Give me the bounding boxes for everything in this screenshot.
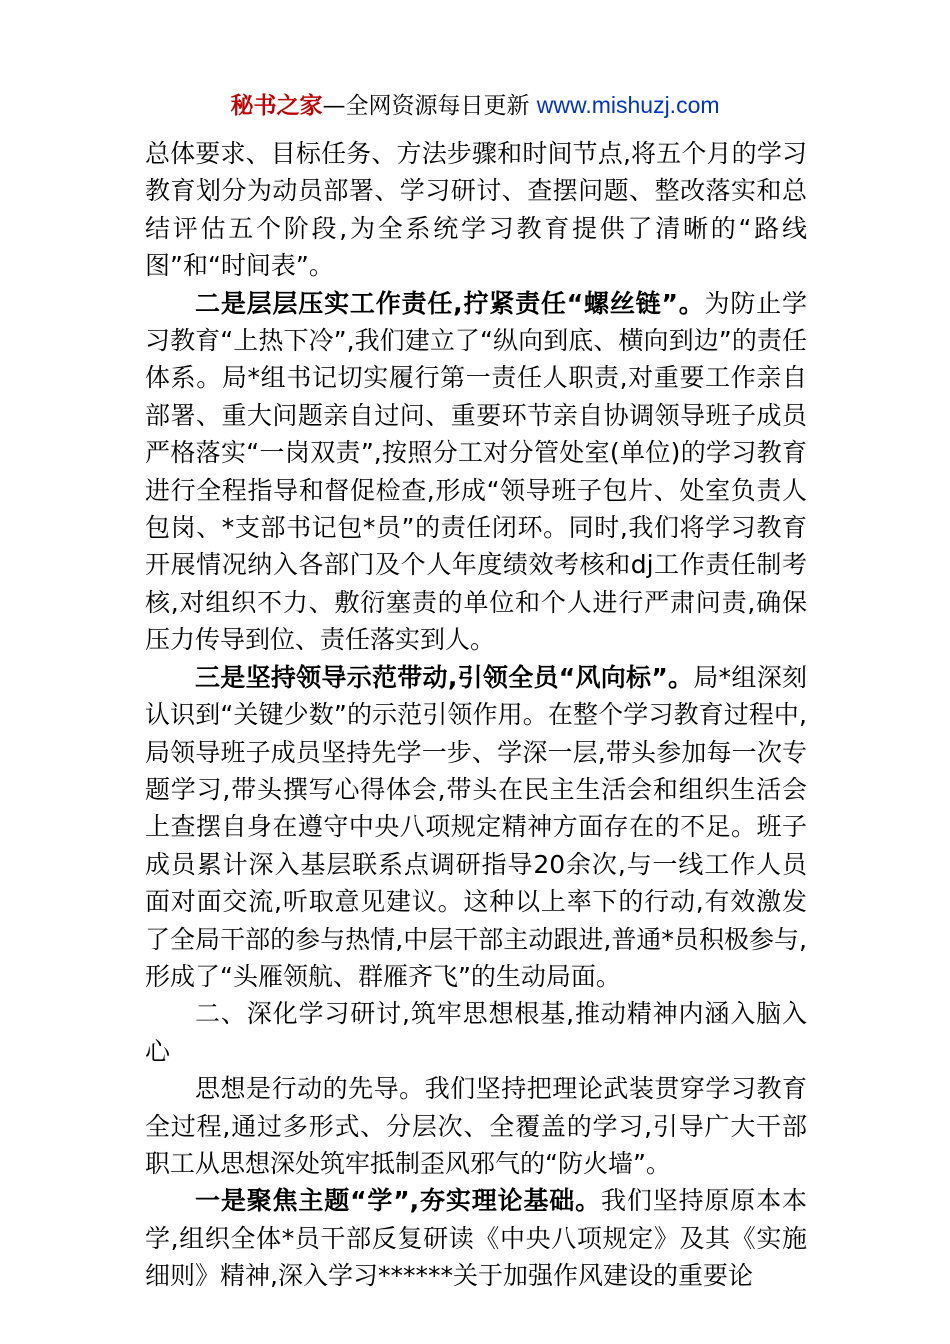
paragraph-text: 思想是行动的先导。我们坚持把理论武装贯穿学习教育全过程,通过多形式、分层次、全覆盖的学习,引导广大干部职工从思想深处筑牢抵制歪风邪气的“防火墙”。 [145,1074,807,1178]
paragraph-lead: 二是层层压实工作责任,拧紧责任“螺丝链”。 [195,288,705,318]
paragraph-text: 总体要求、目标任务、方法步骤和时间节点,将五个月的学习教育划分为动员部署、学习研讨、查摆问题、整改落实和总结评估五个阶段,为全系统学习教育提供了清晰的“路线图”和“时间表”。 [145,139,807,281]
section-heading-text: 二、深化学习研讨,筑牢思想根基,推动精神内涵入脑入心 [145,999,807,1066]
site-banner [0,88,950,123]
paragraph-text: 我们坚持原原本本学,组织全体*员干部反复研读《中央八项规定》及其《实施细则》精神,深入学习******关于加强作风建设的重要论 [145,1186,807,1291]
paragraph-study [145,1182,807,1294]
paragraph-lead: 三是坚持领导示范带动,引领全员“风向标”。 [195,662,694,692]
paragraph-text: 局*组深刻认识到“关键少数”的示范引领作用。在整个学习教育过程中,局领导班子成员坚持先学一步、学深一层,带头参加每一次专题学习,带头撰写心得体会,带头在民主生活会和组织生活会上查摆自身在遵守中央八项规定精神方面存在的不足。班子成员累计深入基层联系点调研指导20余次,与一线工作人员面对面交流,听取意见建议。这种以上率下的行动,有效激发了全局干部的参与热情,中层干部主动跟进,普通*员积极参与,形成了“头雁领航、群雁齐飞”的生动局面。 [145,662,807,991]
paragraph-leadership [145,659,807,996]
paragraph-responsibility [145,285,807,659]
site-brand: 秘书之家 [230,93,323,119]
site-url-link[interactable]: www.mishuzj.com [536,92,720,118]
paragraph-intro [145,1070,807,1182]
paragraph-text: 为防止学习教育“上热下冷”,我们建立了“纵向到底、横向到边”的责任体系。局*组书记切实履行第一责任人职责,对重要工作亲自部署、重大问题亲自过问、重要环节亲自协调领导班子成员严格落实“一岗双责”,按照分工对分管处室(单位)的学习教育进行全程指导和督促检查,形成“领导班子包片、处室负责人包岗、*支部书记包*员”的责任闭环。同时,我们将学习教育开展情况纳入各部门及个人年度绩效考核和dj工作责任制考核,对组织不力、敷衍塞责的单位和个人进行严肃问责,确保压力传导到位、责任落实到人。 [145,288,807,655]
paragraph-continuation [145,135,807,285]
section-heading [145,995,807,1070]
document-body [145,135,807,1295]
paragraph-lead: 一是聚焦主题“学”,夯实理论基础。 [195,1186,602,1216]
site-tagline: —全网资源每日更新 [322,93,537,119]
